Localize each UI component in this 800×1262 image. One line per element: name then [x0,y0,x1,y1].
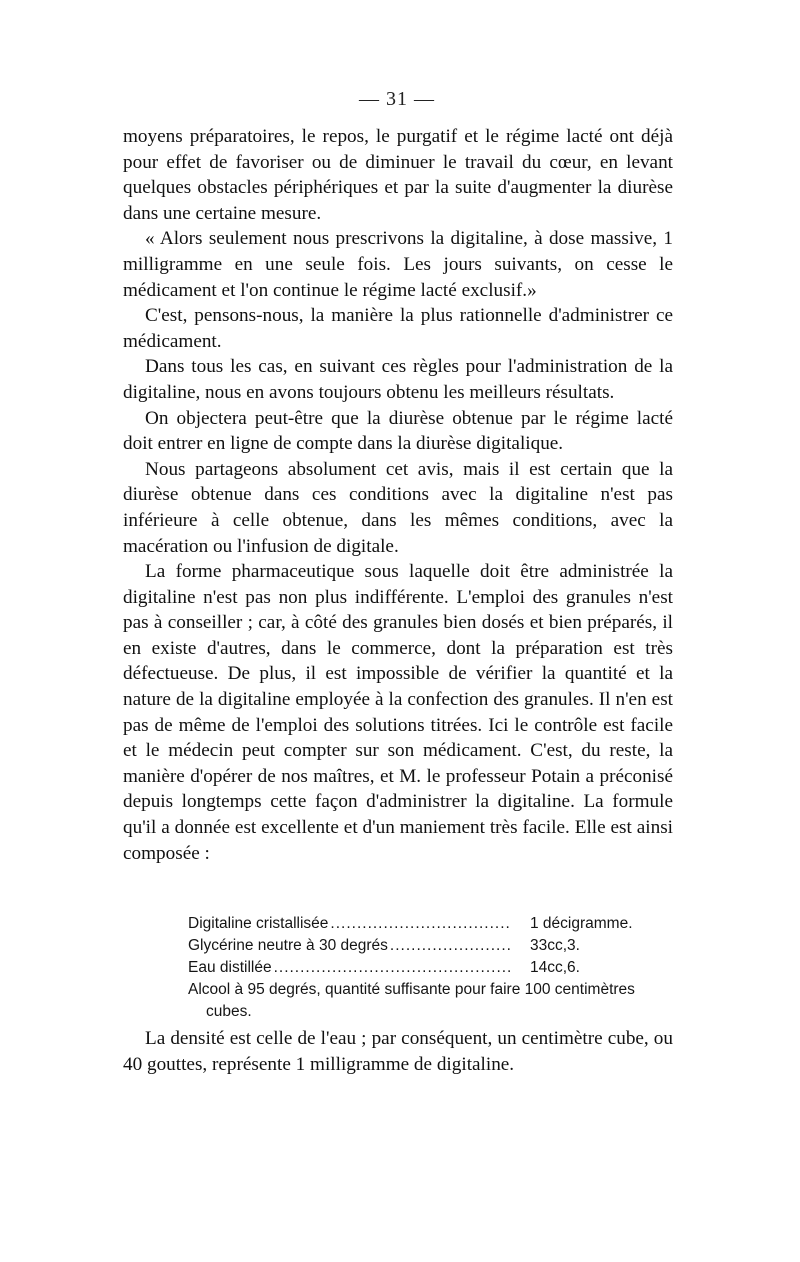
closing-paragraph: La densité est celle de l'eau ; par conséquent, un centimètre cube, ou 40 gouttes, représente 1 milligramme de digitaline. [123,1028,673,1075]
paragraph-3: C'est, pensons-nous, la manière la plus rationnelle d'administrer ce médicament. [123,305,673,352]
formula-quantity: 33cc,3. [530,937,580,954]
formula-ingredient: Eau distillée [188,959,272,976]
formula-row-last [188,979,680,1023]
leader-dots [330,913,510,935]
formula-quantity: 1 décigramme. [530,915,633,932]
formula-ingredient: Glycérine neutre à 30 degrés [188,937,388,954]
formula-row [188,957,680,979]
leader-dots [274,957,510,979]
leader-dots [390,935,510,957]
paragraph-2: « Alors seulement nous prescrivons la digitaline, à dose massive, 1 milligramme en une seule fois. Les jours suivants, on cesse le médicament et l'on continue le régime lacté exclusif.» [123,228,673,301]
formula-last-continuation: cubes. [206,1003,252,1020]
paragraph-7: La forme pharmaceutique sous laquelle doit être administrée la digitaline n'est pas non plus indifférente. L'emploi des granules n'est pas à conseiller ; car, à côté des granules bien dosés et bien préparés, il en existe d'autres, dans le commerce, dont la préparation est très défectueuse. De plus, il est impossible de vérifier la quantité et la nature de la digitaline employée à la confection des granules. Il n'en est pas de même de l'emploi des solutions titrées. Ici le contrôle est facile et le médecin peut compter sur son médicament. C'est, du reste, la manière d'opérer de nos maîtres, et M. le professeur Potain a préconisé depuis longtemps cette façon d'administrer la digitaline. La formule qu'il a donnée est excellente et d'un maniement très facile. Elle est ainsi composée : [123,561,673,864]
paragraph-5: On objectera peut-être que la diurèse obtenue par le régime lacté doit entrer en ligne de compte dans la diurèse digitalique. [123,407,673,455]
paragraph-1: moyens préparatoires, le repos, le purgatif et le régime lacté ont déjà pour effet de favoriser ou de diminuer le travail du cœur, en levant quelques obstacles périphériques et par la suite d'augmenter la diurèse dans une certaine mesure. [123,126,673,224]
page-number: — 31 — [359,88,435,110]
formula-quantity: 14cc,6. [530,959,580,976]
paragraph-6: Nous partageons absolument cet avis, mais il est certain que la diurèse obtenue dans ces conditions avec la digitaline n'est pas inférieure à celle obtenue, dans les mêmes conditions, avec la macération ou l'infusion de digitale. [123,458,673,557]
formula-list [188,913,680,1023]
paragraph-4: Dans tous les cas, en suivant ces règles pour l'administration de la digitaline, nous en avons toujours obtenu les meilleurs résultats. [123,356,673,403]
formula-ingredient: Digitaline cristallisée [188,915,329,932]
formula-row [188,913,680,935]
formula-last-line: Alcool à 95 degrés, quantité suffisante pour faire 100 centimètres [188,981,635,998]
body-text [123,124,673,866]
closing-text [123,1026,673,1077]
formula-row [188,935,680,957]
